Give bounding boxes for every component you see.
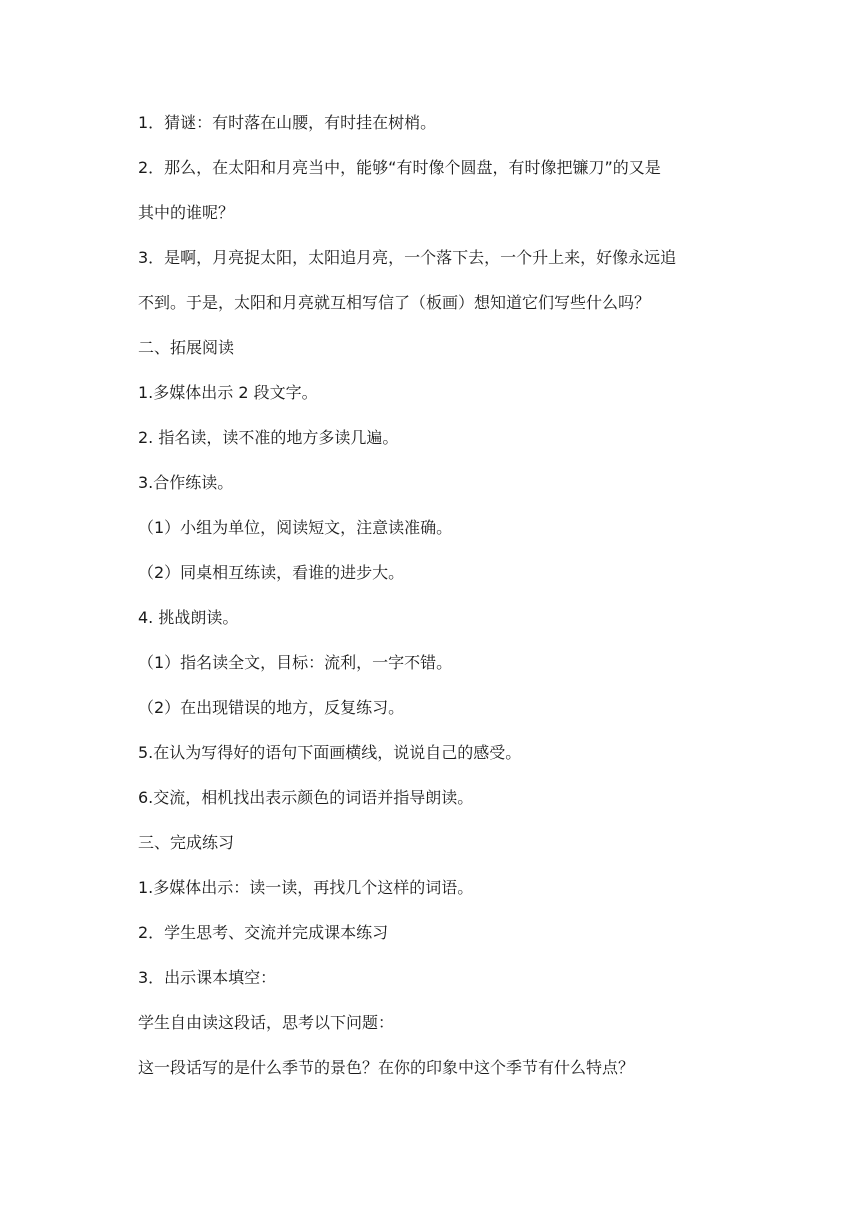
exercise-read-words: 1.多媒体出示：读一读，再找几个这样的词语。	[138, 878, 474, 897]
exercise-free-reading: 学生自由读这段话，思考以下问题：	[138, 1013, 395, 1032]
riddle-line: 1．猜谜：有时落在山腰，有时挂在树梢。	[138, 113, 437, 132]
question-line-2: 其中的谁呢？	[138, 203, 235, 222]
section-heading-exercises: 三、完成练习	[138, 833, 235, 852]
story-line-1: 3．是啊，月亮捉太阳，太阳追月亮，一个落下去，一个升上来，好像永远追	[138, 248, 677, 267]
substep-repeat-practice: （2）在出现错误的地方，反复练习。	[138, 698, 405, 717]
question-line-1: 2．那么，在太阳和月亮当中，能够“有时像个圆盘，有时像把镰刀”的又是	[138, 158, 661, 177]
step-cooperative-reading: 3.合作练读。	[138, 473, 234, 492]
substep-partner-reading: （2）同桌相互练读，看谁的进步大。	[138, 563, 405, 582]
story-line-2: 不到。于是，太阳和月亮就互相写信了（板画）想知道它们写些什么吗？	[138, 293, 651, 312]
step-multimedia-text: 1.多媒体出示 2 段文字。	[138, 383, 318, 402]
exercise-fill-blank: 3．出示课本填空：	[138, 968, 277, 987]
step-underline-sentences: 5.在认为写得好的语句下面画横线，说说自己的感受。	[138, 743, 522, 762]
substep-group-reading: （1）小组为单位，阅读短文，注意读准确。	[138, 518, 453, 537]
exercise-season-question: 这一段话写的是什么季节的景色？在你的印象中这个季节有什么特点？	[138, 1058, 635, 1077]
step-color-words: 6.交流，相机找出表示颜色的词语并指导朗读。	[138, 788, 474, 807]
document-body	[138, 112, 738, 1102]
substep-full-text-reading: （1）指名读全文，目标：流利，一字不错。	[138, 653, 453, 672]
step-named-reading: 2. 指名读，读不准的地方多读几遍。	[138, 428, 399, 447]
section-heading-extended-reading: 二、拓展阅读	[138, 338, 235, 357]
exercise-textbook-practice: 2．学生思考、交流并完成课本练习	[138, 923, 389, 942]
step-challenge-reading: 4. 挑战朗读。	[138, 608, 239, 627]
